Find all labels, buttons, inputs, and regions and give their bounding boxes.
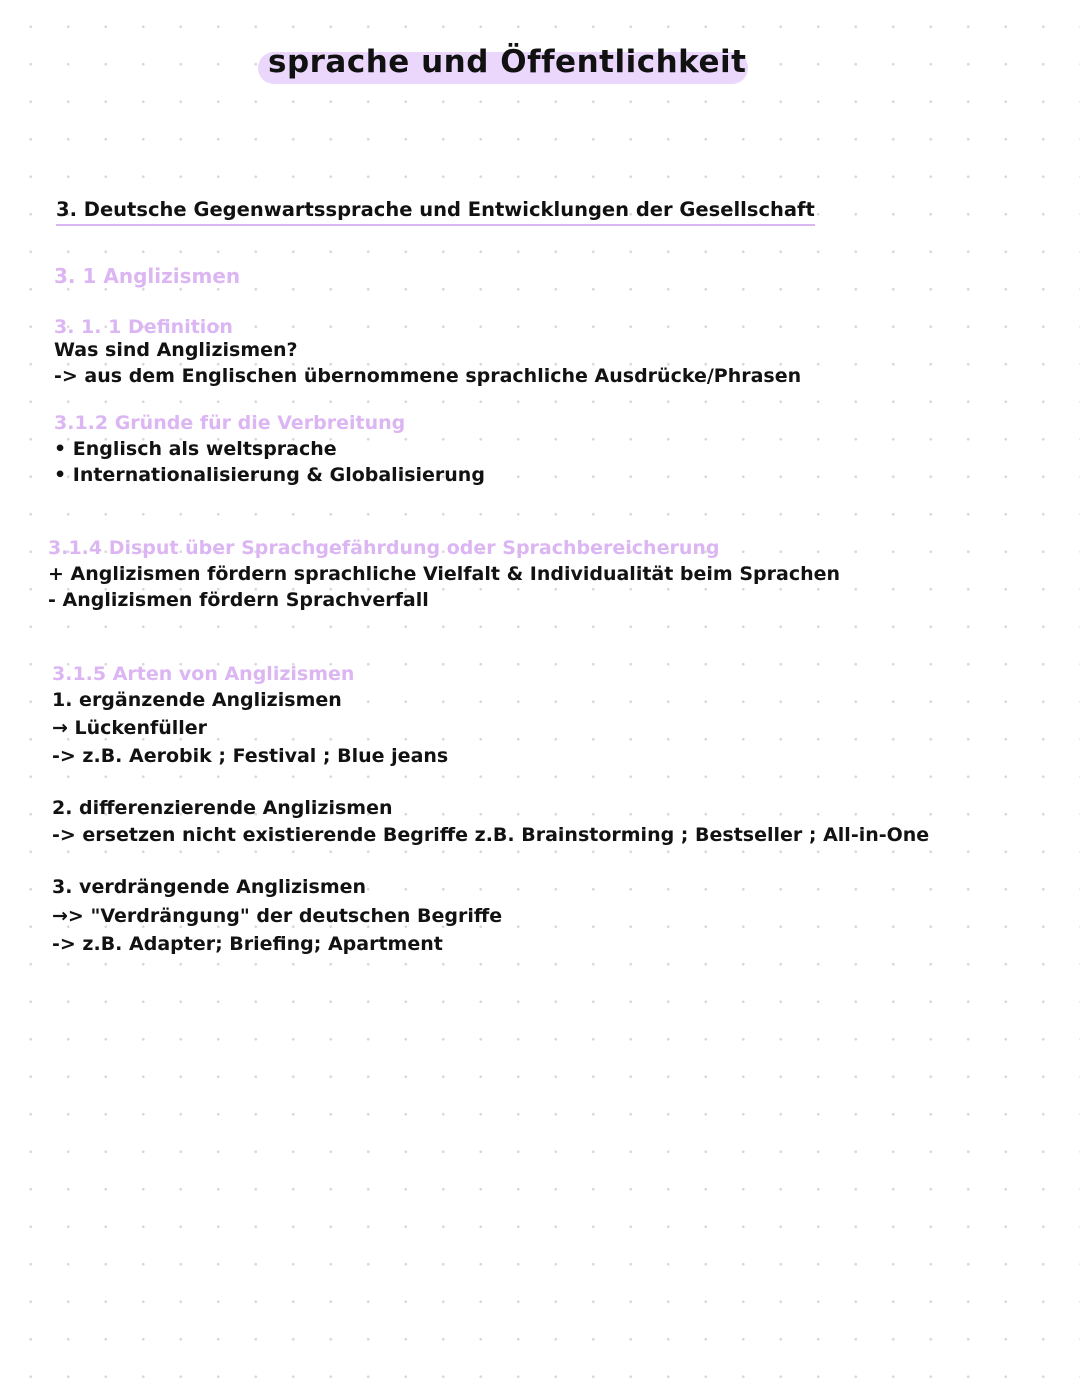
- type-line: → Lückenfüller: [52, 717, 208, 739]
- title-block: [258, 42, 750, 88]
- section-3-1-heading: 3. 1 Anglizismen: [54, 264, 241, 288]
- page-title: sprache und Öffentlichkeit: [268, 44, 747, 80]
- type-name: 2. differenzierende Anglizismen: [52, 797, 393, 819]
- type-name: 1. ergänzende Anglizismen: [52, 689, 342, 711]
- definition-answer: -> aus dem Englischen übernommene sprachliche Ausdrücke/Phrasen: [54, 365, 802, 387]
- reason-item: • Englisch als weltsprache: [54, 438, 337, 460]
- section-3-1-4-heading: 3.1.4 Disput über Sprachgefährdung oder Sprachbereicherung: [48, 537, 720, 559]
- type-line: →> "Verdrängung" der deutschen Begriffe: [52, 905, 503, 927]
- section-3-1-2-heading: 3.1.2 Gründe für die Verbreitung: [54, 412, 406, 434]
- type-name: 3. verdrängende Anglizismen: [52, 876, 367, 898]
- pro-argument: + Anglizismen fördern sprachliche Vielfalt & Individualität beim Sprachen: [48, 563, 841, 585]
- contra-argument: - Anglizismen fördern Sprachverfall: [48, 589, 429, 611]
- type-line: -> z.B. Aerobik ; Festival ; Blue jeans: [52, 745, 449, 767]
- main-heading: 3. Deutsche Gegenwartssprache und Entwicklungen der Gesellschaft: [56, 198, 815, 226]
- definition-question: Was sind Anglizismen?: [54, 339, 298, 361]
- type-line: -> z.B. Adapter; Briefing; Apartment: [52, 933, 443, 955]
- reason-item: • Internationalisierung & Globalisierung: [54, 464, 485, 486]
- section-3-1-1-heading: 3. 1. 1 Definition: [54, 316, 233, 338]
- section-3-1-5-heading: 3.1.5 Arten von Anglizismen: [52, 663, 355, 685]
- type-line: -> ersetzen nicht existierende Begriffe z.B. Brainstorming ; Bestseller ; All-in-One: [52, 824, 930, 846]
